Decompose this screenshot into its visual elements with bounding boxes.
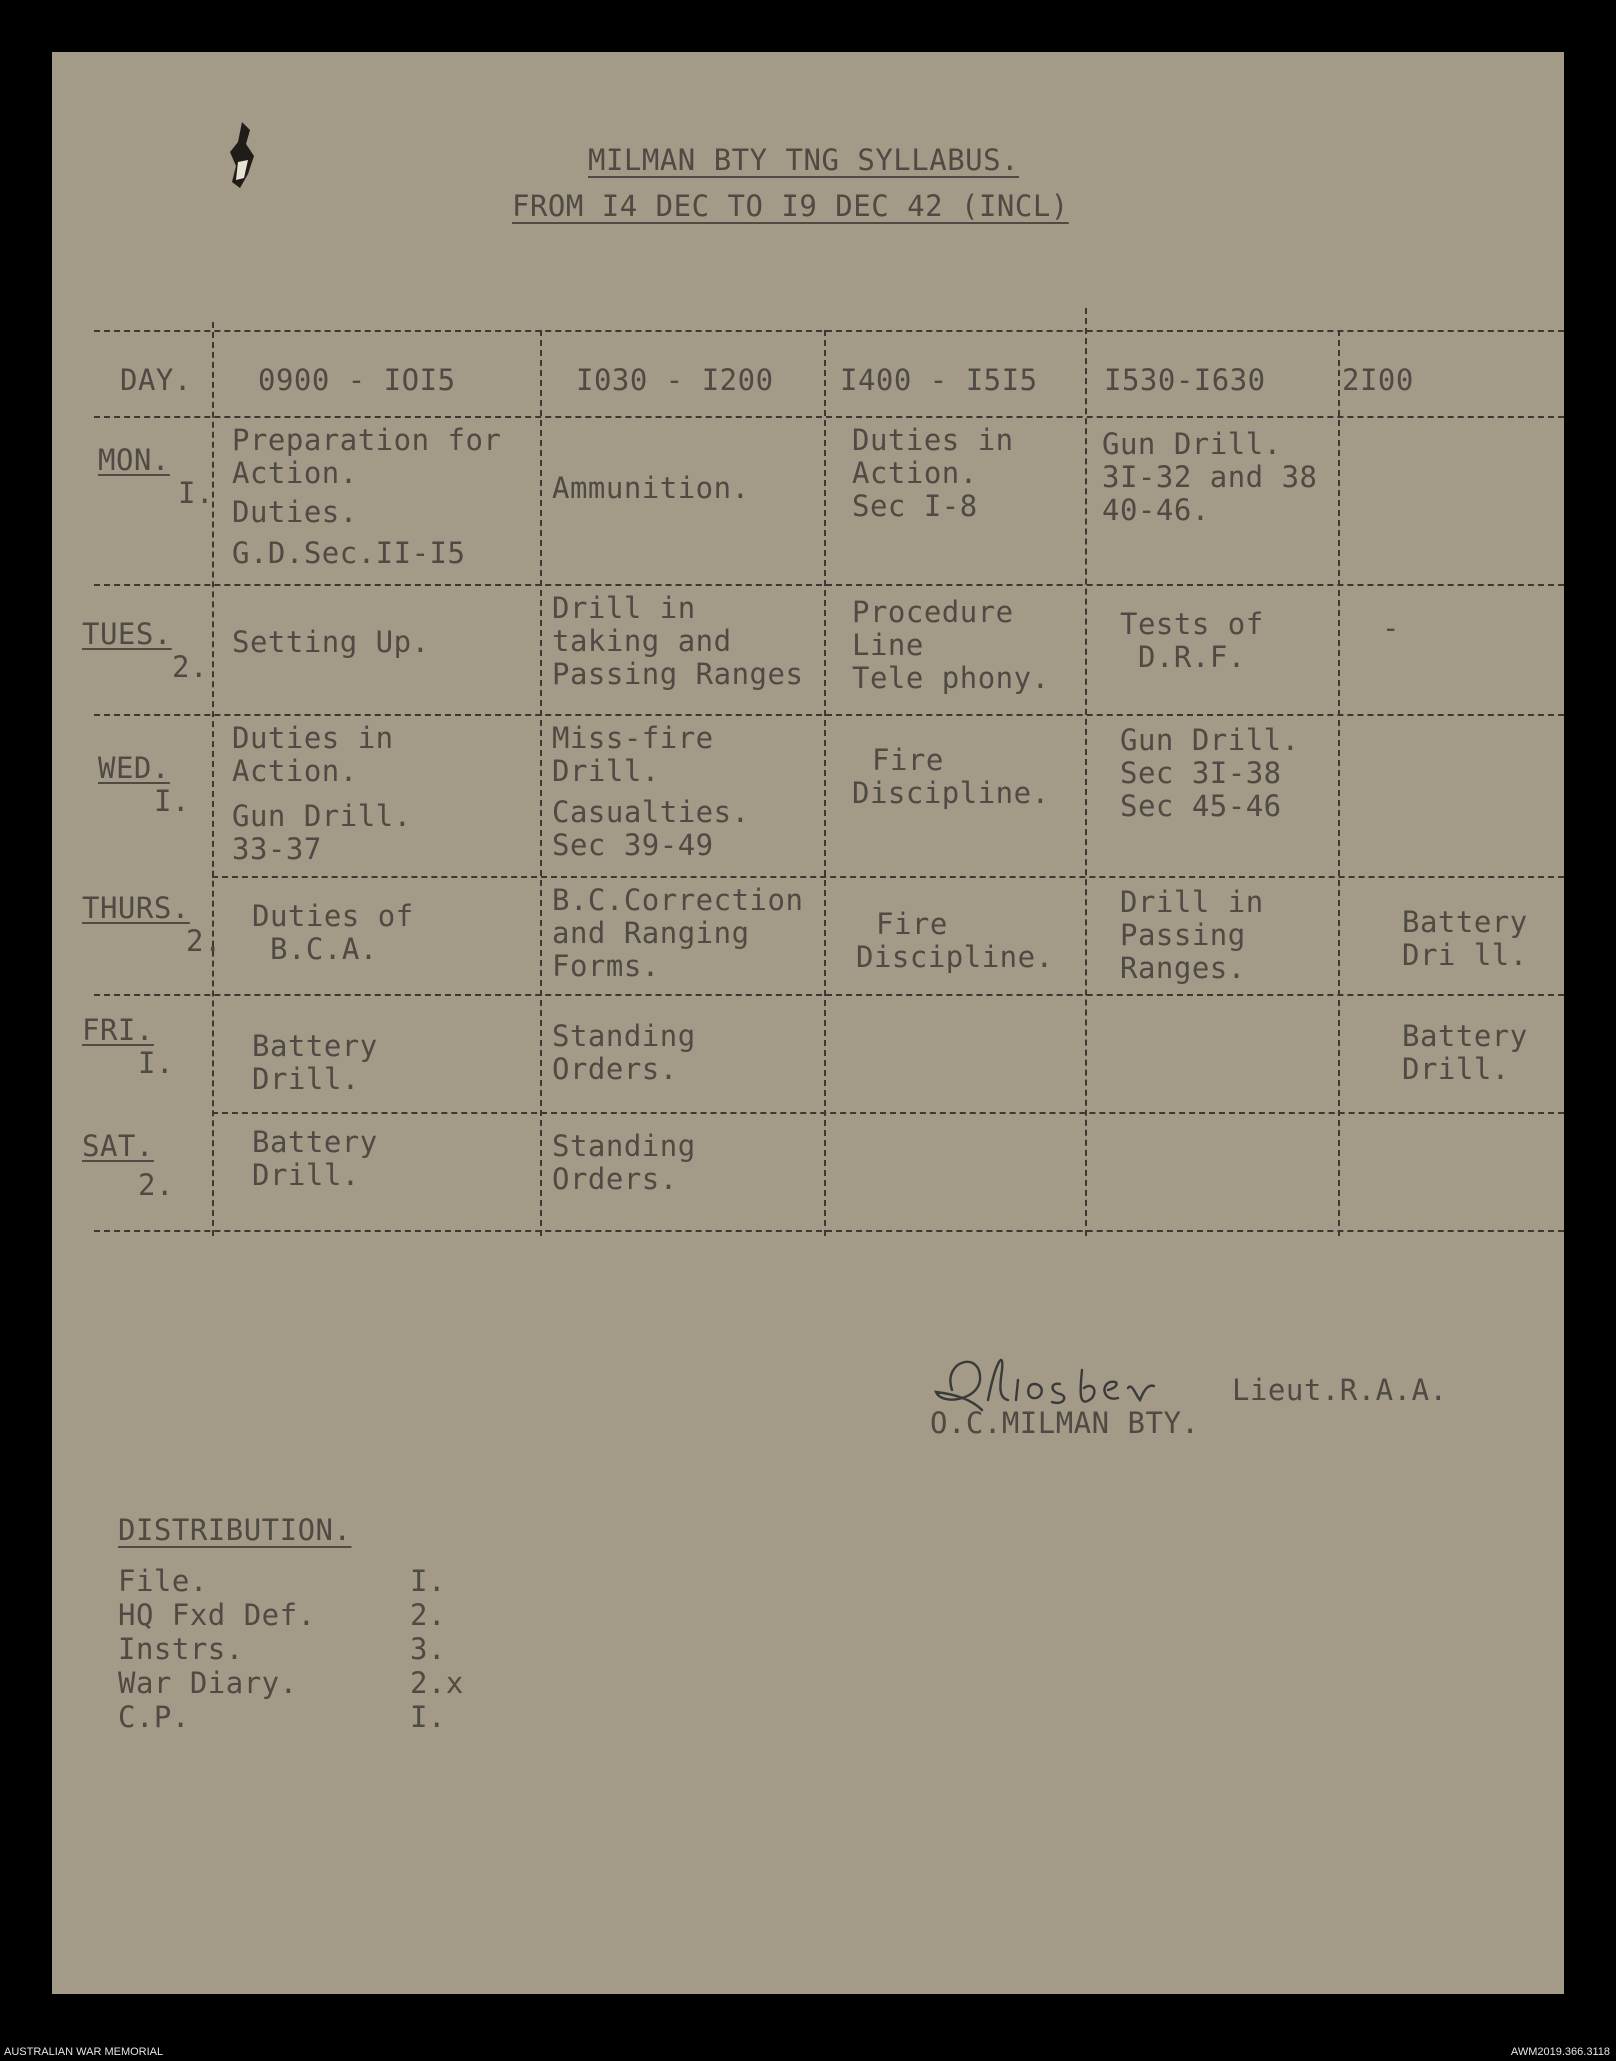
day-number: 2. (138, 1168, 174, 1202)
cell-sat-1030: Standing Orders. (552, 1129, 696, 1196)
col-header-1030: I030 - I200 (576, 362, 774, 397)
table-rule-row (212, 1112, 1564, 1114)
cell-tues-1530: Tests of D.R.F. (1120, 607, 1264, 674)
cell-wed-0900: Duties in Action. Gun Drill. 33-37 (232, 721, 412, 866)
col-header-1530: I530-I630 (1104, 362, 1266, 397)
table-rule-top (94, 330, 1564, 332)
table-rule-row (94, 994, 1564, 996)
cell-mon-1030: Ammunition. (552, 471, 750, 505)
day-name: TUES. (82, 617, 172, 651)
day-number: I. (178, 476, 214, 510)
cell-wed-1030: Miss-fire Drill. Casualties. Sec 39-49 (552, 721, 750, 862)
cell-thurs-1530: Drill in Passing Ranges. (1120, 885, 1264, 985)
table-rule-row (94, 584, 1564, 586)
paper-tear-mark (228, 122, 258, 190)
day-name: SAT. (82, 1129, 154, 1163)
footer-reference: AWM2019.366.3118 (1510, 2046, 1610, 2058)
day-number: 2. (172, 650, 208, 684)
cell-wed-1530: Gun Drill. Sec 3I-38 Sec 45-46 (1120, 723, 1300, 823)
table-col-divider (824, 330, 826, 1236)
table-col-divider (540, 330, 542, 1236)
cell-mon-1530: Gun Drill. 3I-32 and 38 40-46. (1102, 427, 1318, 527)
row-label-fri (82, 1014, 174, 1080)
cell-tues-1030: Drill in taking and Passing Ranges (552, 591, 804, 691)
col-header-0900: 0900 - IOI5 (258, 362, 456, 397)
day-name: THURS. (82, 891, 190, 925)
list-item: War Diary. 2.x (118, 1666, 464, 1700)
row-label-thurs (82, 892, 222, 958)
cell-wed-1400: Fire Discipline. (852, 743, 1050, 810)
list-item: HQ Fxd Def. 2. (118, 1598, 446, 1632)
cell-mon-0900: Preparation for Action. Duties. G.D.Sec.II-I5 (232, 423, 502, 570)
day-number: I. (138, 1046, 174, 1080)
day-name: WED. (98, 751, 170, 785)
cell-thurs-2100: Battery Dri ll. (1402, 905, 1528, 972)
row-label-sat (82, 1130, 174, 1202)
archive-footer (0, 2044, 1616, 2061)
col-header-1400: I400 - I5I5 (840, 362, 1038, 397)
cell-fri-1030: Standing Orders. (552, 1019, 696, 1086)
day-number: I. (154, 784, 190, 818)
document-page (52, 52, 1564, 1994)
document-subtitle: FROM I4 DEC TO I9 DEC 42 (INCL) (512, 189, 1069, 223)
cell-tues-0900: Setting Up. (232, 625, 430, 659)
list-item: C.P. I. (118, 1700, 446, 1734)
table-rule-row (94, 714, 1564, 716)
table-col-divider (1338, 330, 1340, 1236)
signature-role: O.C.MILMAN BTY. (930, 1406, 1200, 1440)
row-label-mon (98, 444, 214, 510)
distribution-heading: DISTRIBUTION. (118, 1513, 352, 1547)
cell-thurs-1400: Fire Discipline. (856, 907, 1054, 974)
cell-thurs-0900: Duties of B.C.A. (252, 899, 414, 966)
list-item: File. I. (118, 1564, 446, 1598)
signature-rank: Lieut.R.A.A. (1232, 1373, 1448, 1407)
day-name: FRI. (82, 1013, 154, 1047)
table-rule-row (212, 876, 1564, 878)
table-col-divider (1085, 308, 1087, 1236)
distribution-list (118, 1514, 464, 1735)
row-label-wed (98, 752, 190, 818)
footer-institution: AUSTRALIAN WAR MEMORIAL (4, 2046, 164, 2058)
cell-mon-1400: Duties in Action. Sec I-8 (852, 423, 1014, 523)
day-name: MON. (98, 443, 170, 477)
day-number: 2. (186, 924, 222, 958)
cell-tues-2100: - (1382, 611, 1400, 645)
document-title: MILMAN BTY TNG SYLLABUS. (588, 143, 1020, 177)
cell-tues-1400: Procedure Line Tele phony. (852, 595, 1050, 695)
col-header-day: DAY. (120, 362, 192, 397)
cell-fri-0900: Battery Drill. (252, 1029, 378, 1096)
cell-fri-2100: Battery Drill. (1402, 1019, 1528, 1086)
table-rule-bottom (94, 1230, 1564, 1232)
row-label-tues (82, 618, 208, 684)
col-header-2100: 2I00 (1342, 362, 1414, 397)
signature-block (932, 1352, 1448, 1440)
table-rule-header (94, 416, 1564, 418)
cell-thurs-1030: B.C.Correction and Ranging Forms. (552, 883, 804, 983)
list-item: Instrs. 3. (118, 1632, 446, 1666)
cell-sat-0900: Battery Drill. (252, 1125, 378, 1192)
